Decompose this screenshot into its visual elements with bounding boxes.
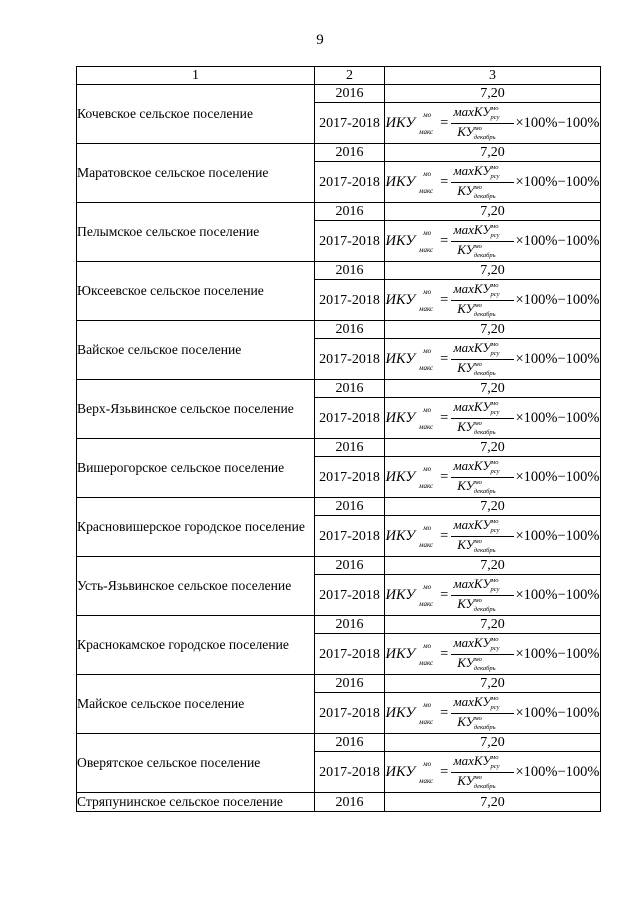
- table-row: [77, 557, 601, 575]
- formula-denominator: $КУ^{мо}_{декабрь}$: [457, 713, 496, 731]
- formula-lhs-sup: мо: [423, 287, 432, 296]
- formula-tail: ×100%−100%: [515, 468, 600, 485]
- formula-equals: =: [440, 763, 449, 780]
- table-row: [77, 439, 601, 457]
- formula-lhs-sup: мо: [423, 228, 432, 237]
- settlement-name: Вайское сельское поселение: [77, 321, 315, 380]
- formula-equals: =: [440, 704, 449, 721]
- formula-cell: [385, 221, 601, 262]
- formula-fraction: [451, 223, 513, 260]
- formula-equals: =: [440, 232, 449, 249]
- formula-equals: =: [440, 468, 449, 485]
- formula-denominator: $КУ^{мо}_{декабрь}$: [457, 359, 496, 377]
- year-cell: 2016: [315, 85, 385, 103]
- tariff-index-table: [76, 66, 601, 812]
- formula-fraction: [451, 105, 513, 142]
- formula-numerator: махКУ$^{мо}_{рсу}$: [451, 636, 513, 655]
- formula-denominator: $КУ^{мо}_{декабрь}$: [457, 536, 496, 554]
- formula-denominator: $КУ^{мо}_{декабрь}$: [457, 241, 496, 259]
- formula-numerator: махКУ$^{мо}_{рсу}$: [451, 223, 513, 242]
- formula-denominator: $КУ^{мо}_{декабрь}$: [457, 595, 496, 613]
- formula-cell: [385, 752, 601, 793]
- table-row: [77, 85, 601, 103]
- table-row: [77, 203, 601, 221]
- formula-numerator: махКУ$^{мо}_{рсу}$: [451, 164, 513, 183]
- formula-equals: =: [440, 173, 449, 190]
- formula-lhs-sub: макс: [419, 245, 434, 254]
- year-cell: 2016: [315, 675, 385, 693]
- formula-lhs-sup: мо: [423, 759, 432, 768]
- formula-lhs-sub: макс: [419, 422, 434, 431]
- formula-denominator: $КУ^{мо}_{декабрь}$: [457, 123, 496, 141]
- settlement-name: Маратовское сельское поселение: [77, 144, 315, 203]
- value-cell: 7,20: [385, 557, 601, 575]
- year-cell: 2016: [315, 498, 385, 516]
- formula-lhs-sup: мо: [423, 582, 432, 591]
- formula-numerator: махКУ$^{мо}_{рсу}$: [451, 105, 513, 124]
- formula-tail: ×100%−100%: [515, 350, 600, 367]
- formula-cell: [385, 398, 601, 439]
- formula-cell: [385, 280, 601, 321]
- value-cell: 7,20: [385, 734, 601, 752]
- formula-fraction: [451, 341, 513, 378]
- formula: [385, 636, 599, 673]
- formula-fraction: [451, 400, 513, 437]
- formula-lhs-sub: макс: [419, 540, 434, 549]
- formula-tail: ×100%−100%: [515, 409, 600, 426]
- value-cell: 7,20: [385, 498, 601, 516]
- formula-lhs-sub: макс: [419, 304, 434, 313]
- formula-lhs-sub: макс: [419, 363, 434, 372]
- formula-equals: =: [440, 114, 449, 131]
- formula-tail: ×100%−100%: [515, 704, 600, 721]
- formula-lhs: ИКУ: [385, 114, 416, 131]
- formula-lhs: ИКУ: [385, 232, 416, 249]
- table-row: [77, 793, 601, 812]
- formula-lhs-sub: макс: [419, 658, 434, 667]
- formula: [385, 282, 599, 319]
- year-cell: 2016: [315, 439, 385, 457]
- formula-numerator: махКУ$^{мо}_{рсу}$: [451, 400, 513, 419]
- formula-lhs-sub: макс: [419, 717, 434, 726]
- formula-denominator: $КУ^{мо}_{декабрь}$: [457, 418, 496, 436]
- value-cell: 7,20: [385, 85, 601, 103]
- settlement-name: Оверятское сельское поселение: [77, 734, 315, 793]
- formula-cell: [385, 103, 601, 144]
- year-cell: 2016: [315, 734, 385, 752]
- year-range-cell: 2017-2018: [315, 634, 385, 675]
- formula-denominator: $КУ^{мо}_{декабрь}$: [457, 654, 496, 672]
- page-number: 9: [316, 32, 324, 48]
- table-row: [77, 734, 601, 752]
- table-row: [77, 144, 601, 162]
- formula-lhs-sup: мо: [423, 700, 432, 709]
- formula-denominator: $КУ^{мо}_{декабрь}$: [457, 300, 496, 318]
- formula-fraction: [451, 636, 513, 673]
- formula-lhs: ИКУ: [385, 409, 416, 426]
- table-body: [77, 85, 601, 812]
- settlement-name: Майское сельское поселение: [77, 675, 315, 734]
- formula-lhs: ИКУ: [385, 468, 416, 485]
- settlement-name: Красновишерское городское поселение: [77, 498, 315, 557]
- formula-numerator: махКУ$^{мо}_{рсу}$: [451, 341, 513, 360]
- year-range-cell: 2017-2018: [315, 516, 385, 557]
- formula-lhs-sup: мо: [423, 346, 432, 355]
- formula-cell: [385, 457, 601, 498]
- column-header-3: 3: [385, 67, 601, 85]
- formula-tail: ×100%−100%: [515, 114, 600, 131]
- formula-denominator: $КУ^{мо}_{декабрь}$: [457, 477, 496, 495]
- formula-lhs-sub: макс: [419, 776, 434, 785]
- value-cell: 7,20: [385, 144, 601, 162]
- settlement-name: Юксеевское сельское поселение: [77, 262, 315, 321]
- column-header-2: 2: [315, 67, 385, 85]
- year-range-cell: 2017-2018: [315, 103, 385, 144]
- formula-lhs: ИКУ: [385, 291, 416, 308]
- year-cell: 2016: [315, 203, 385, 221]
- year-range-cell: 2017-2018: [315, 162, 385, 203]
- formula-lhs: ИКУ: [385, 173, 416, 190]
- formula-lhs: ИКУ: [385, 645, 416, 662]
- formula-fraction: [451, 754, 513, 791]
- year-range-cell: 2017-2018: [315, 752, 385, 793]
- formula-numerator: махКУ$^{мо}_{рсу}$: [451, 459, 513, 478]
- formula-numerator: махКУ$^{мо}_{рсу}$: [451, 282, 513, 301]
- settlement-name: Пелымское сельское поселение: [77, 203, 315, 262]
- formula-equals: =: [440, 645, 449, 662]
- formula-equals: =: [440, 291, 449, 308]
- year-range-cell: 2017-2018: [315, 339, 385, 380]
- formula-equals: =: [440, 409, 449, 426]
- year-cell: 2016: [315, 793, 385, 812]
- year-range-cell: 2017-2018: [315, 280, 385, 321]
- formula-lhs-sub: макс: [419, 599, 434, 608]
- formula-tail: ×100%−100%: [515, 527, 600, 544]
- formula-fraction: [451, 577, 513, 614]
- formula-tail: ×100%−100%: [515, 291, 600, 308]
- table-row: [77, 262, 601, 280]
- formula: [385, 754, 599, 791]
- formula-lhs-sub: макс: [419, 481, 434, 490]
- formula-cell: [385, 634, 601, 675]
- formula-lhs: ИКУ: [385, 763, 416, 780]
- formula-lhs: ИКУ: [385, 704, 416, 721]
- formula: [385, 577, 599, 614]
- formula-numerator: махКУ$^{мо}_{рсу}$: [451, 695, 513, 714]
- formula-cell: [385, 516, 601, 557]
- formula-lhs-sup: мо: [423, 169, 432, 178]
- formula-equals: =: [440, 586, 449, 603]
- formula-tail: ×100%−100%: [515, 763, 600, 780]
- table-row: [77, 675, 601, 693]
- formula-denominator: $КУ^{мо}_{декабрь}$: [457, 772, 496, 790]
- year-cell: 2016: [315, 321, 385, 339]
- formula-tail: ×100%−100%: [515, 645, 600, 662]
- formula-lhs-sup: мо: [423, 641, 432, 650]
- formula-cell: [385, 575, 601, 616]
- formula: [385, 164, 599, 201]
- year-cell: 2016: [315, 262, 385, 280]
- formula-numerator: махКУ$^{мо}_{рсу}$: [451, 518, 513, 537]
- year-range-cell: 2017-2018: [315, 457, 385, 498]
- year-cell: 2016: [315, 380, 385, 398]
- formula-fraction: [451, 164, 513, 201]
- year-range-cell: 2017-2018: [315, 693, 385, 734]
- value-cell: 7,20: [385, 321, 601, 339]
- table-row: [77, 380, 601, 398]
- year-cell: 2016: [315, 616, 385, 634]
- value-cell: 7,20: [385, 203, 601, 221]
- table-row: [77, 321, 601, 339]
- formula-lhs-sup: мо: [423, 405, 432, 414]
- value-cell: 7,20: [385, 439, 601, 457]
- formula: [385, 518, 599, 555]
- formula-equals: =: [440, 350, 449, 367]
- formula-cell: [385, 339, 601, 380]
- year-range-cell: 2017-2018: [315, 398, 385, 439]
- table-row: [77, 498, 601, 516]
- formula-lhs: ИКУ: [385, 586, 416, 603]
- formula-lhs: ИКУ: [385, 527, 416, 544]
- formula-lhs-sup: мо: [423, 464, 432, 473]
- formula: [385, 400, 599, 437]
- formula: [385, 223, 599, 260]
- settlement-name: Верх-Язьвинское сельское поселение: [77, 380, 315, 439]
- table-header-row: [77, 67, 601, 85]
- formula-cell: [385, 162, 601, 203]
- formula: [385, 459, 599, 496]
- settlement-name: Кочевское сельское поселение: [77, 85, 315, 144]
- formula-fraction: [451, 459, 513, 496]
- formula-fraction: [451, 282, 513, 319]
- settlement-name: Вишерогорское сельское поселение: [77, 439, 315, 498]
- value-cell: 7,20: [385, 616, 601, 634]
- column-header-1: 1: [77, 67, 315, 85]
- formula-tail: ×100%−100%: [515, 173, 600, 190]
- value-cell: 7,20: [385, 675, 601, 693]
- table-row: [77, 616, 601, 634]
- formula-tail: ×100%−100%: [515, 232, 600, 249]
- value-cell: 7,20: [385, 262, 601, 280]
- formula-lhs-sup: мо: [423, 110, 432, 119]
- year-cell: 2016: [315, 144, 385, 162]
- formula-numerator: махКУ$^{мо}_{рсу}$: [451, 754, 513, 773]
- formula: [385, 341, 599, 378]
- year-cell: 2016: [315, 557, 385, 575]
- settlement-name: Усть-Язьвинское сельское поселение: [77, 557, 315, 616]
- formula: [385, 105, 599, 142]
- settlement-name: Краснокамское городское поселение: [77, 616, 315, 675]
- value-cell: 7,20: [385, 380, 601, 398]
- formula-fraction: [451, 695, 513, 732]
- formula-fraction: [451, 518, 513, 555]
- formula-equals: =: [440, 527, 449, 544]
- formula-denominator: $КУ^{мо}_{декабрь}$: [457, 182, 496, 200]
- formula: [385, 695, 599, 732]
- formula-lhs-sup: мо: [423, 523, 432, 532]
- formula-tail: ×100%−100%: [515, 586, 600, 603]
- year-range-cell: 2017-2018: [315, 575, 385, 616]
- value-cell: 7,20: [385, 793, 601, 812]
- formula-numerator: махКУ$^{мо}_{рсу}$: [451, 577, 513, 596]
- formula-cell: [385, 693, 601, 734]
- settlement-name: Стряпунинское сельское поселение: [77, 793, 315, 812]
- formula-lhs-sub: макс: [419, 186, 434, 195]
- formula-lhs: ИКУ: [385, 350, 416, 367]
- formula-lhs-sub: макс: [419, 127, 434, 136]
- year-range-cell: 2017-2018: [315, 221, 385, 262]
